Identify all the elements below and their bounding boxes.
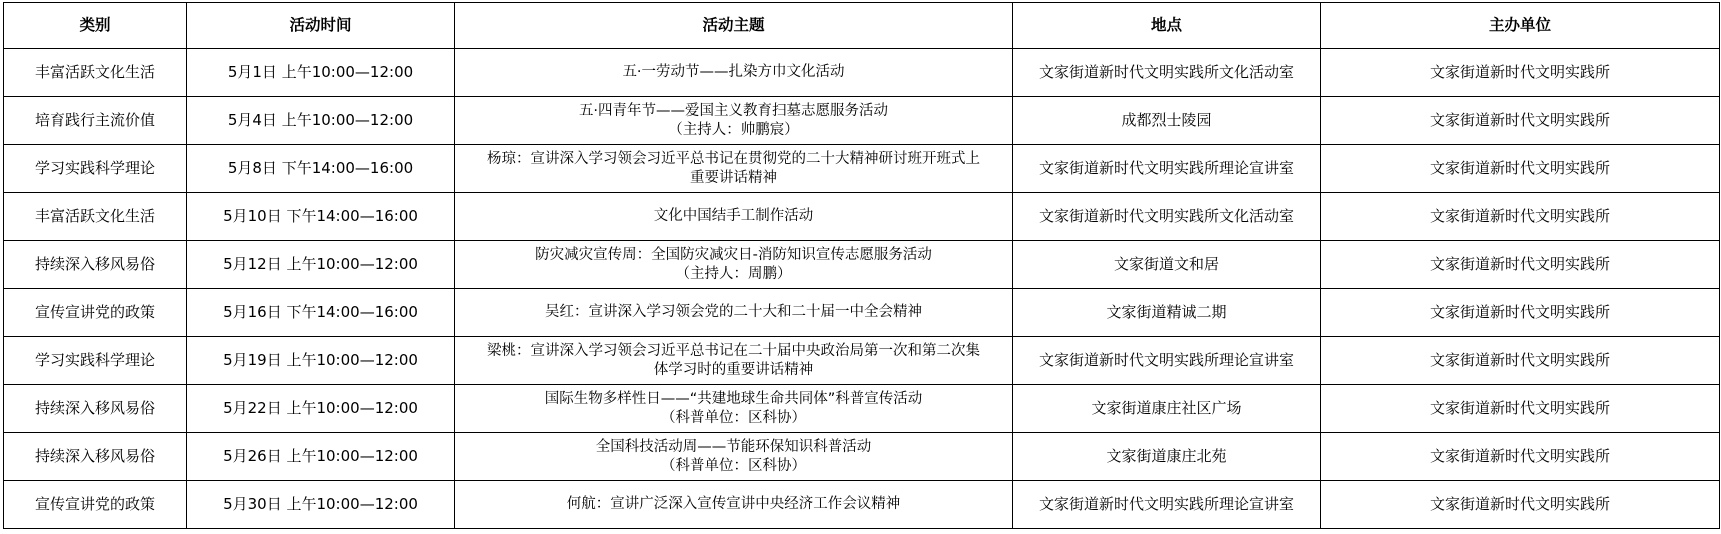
table-body bbox=[4, 49, 1720, 529]
theme-line: 五·四青年节——爱国主义教育扫墓志愿服务活动 bbox=[578, 102, 889, 119]
cell-theme bbox=[455, 49, 1013, 97]
table-row bbox=[4, 337, 1720, 385]
cell-category: 持续深入移风易俗 bbox=[4, 241, 187, 289]
cell-theme bbox=[455, 481, 1013, 529]
cell-location: 文家街道新时代文明实践所理论宣讲室 bbox=[1013, 145, 1321, 193]
cell-theme bbox=[455, 337, 1013, 385]
cell-category: 丰富活跃文化生活 bbox=[4, 193, 187, 241]
cell-location: 文家街道康庄北苑 bbox=[1013, 433, 1321, 481]
theme-line: 体学习时的重要讲话精神 bbox=[653, 361, 814, 378]
header-theme: 活动主题 bbox=[455, 3, 1013, 49]
cell-organizer: 文家街道新时代文明实践所 bbox=[1321, 145, 1720, 193]
cell-location: 成都烈士陵园 bbox=[1013, 97, 1321, 145]
cell-organizer: 文家街道新时代文明实践所 bbox=[1321, 49, 1720, 97]
table-row bbox=[4, 241, 1720, 289]
cell-organizer: 文家街道新时代文明实践所 bbox=[1321, 337, 1720, 385]
cell-time: 5月12日 上午10:00—12:00 bbox=[187, 241, 455, 289]
cell-organizer: 文家街道新时代文明实践所 bbox=[1321, 481, 1720, 529]
cell-organizer: 文家街道新时代文明实践所 bbox=[1321, 433, 1720, 481]
cell-theme bbox=[455, 97, 1013, 145]
cell-theme bbox=[455, 433, 1013, 481]
table-row bbox=[4, 145, 1720, 193]
theme-line: 吴红：宣讲深入学习领会党的二十大和二十届一中全会精神 bbox=[545, 304, 922, 320]
table-row bbox=[4, 193, 1720, 241]
header-category: 类别 bbox=[4, 3, 187, 49]
cell-location: 文家街道新时代文明实践所文化活动室 bbox=[1013, 193, 1321, 241]
theme-line: 防灾减灾宣传周：全国防灾减灾日-消防知识宣传志愿服务活动 bbox=[535, 246, 932, 263]
cell-time: 5月10日 下午14:00—16:00 bbox=[187, 193, 455, 241]
cell-time: 5月22日 上午10:00—12:00 bbox=[187, 385, 455, 433]
cell-organizer: 文家街道新时代文明实践所 bbox=[1321, 97, 1720, 145]
cell-time: 5月8日 下午14:00—16:00 bbox=[187, 145, 455, 193]
cell-time: 5月16日 下午14:00—16:00 bbox=[187, 289, 455, 337]
table-header bbox=[4, 3, 1720, 49]
cell-location: 文家街道康庄社区广场 bbox=[1013, 385, 1321, 433]
theme-line: 梁桃：宣讲深入学习领会习近平总书记在二十届中央政治局第一次和第二次集 bbox=[487, 342, 980, 359]
theme-line: 五·一劳动节——扎染方巾文化活动 bbox=[622, 64, 845, 80]
header-organizer: 主办单位 bbox=[1321, 3, 1720, 49]
theme-line: 杨琼：宣讲深入学习领会习近平总书记在贯彻党的二十大精神研讨班开班式上 bbox=[487, 150, 980, 167]
header-row bbox=[4, 3, 1720, 49]
cell-location: 文家街道新时代文明实践所理论宣讲室 bbox=[1013, 337, 1321, 385]
table-row bbox=[4, 385, 1720, 433]
cell-location: 文家街道精诚二期 bbox=[1013, 289, 1321, 337]
cell-location: 文家街道新时代文明实践所文化活动室 bbox=[1013, 49, 1321, 97]
cell-theme bbox=[455, 241, 1013, 289]
cell-time: 5月1日 上午10:00—12:00 bbox=[187, 49, 455, 97]
cell-location: 文家街道新时代文明实践所理论宣讲室 bbox=[1013, 481, 1321, 529]
cell-time: 5月4日 上午10:00—12:00 bbox=[187, 97, 455, 145]
cell-location: 文家街道文和居 bbox=[1013, 241, 1321, 289]
cell-time: 5月19日 上午10:00—12:00 bbox=[187, 337, 455, 385]
cell-category: 持续深入移风易俗 bbox=[4, 385, 187, 433]
cell-theme bbox=[455, 193, 1013, 241]
theme-line: （主持人：周鹏） bbox=[675, 265, 792, 282]
cell-theme bbox=[455, 385, 1013, 433]
header-location: 地点 bbox=[1013, 3, 1321, 49]
cell-category: 宣传宣讲党的政策 bbox=[4, 481, 187, 529]
cell-organizer: 文家街道新时代文明实践所 bbox=[1321, 193, 1720, 241]
cell-theme bbox=[455, 145, 1013, 193]
cell-organizer: 文家街道新时代文明实践所 bbox=[1321, 385, 1720, 433]
cell-category: 学习实践科学理论 bbox=[4, 337, 187, 385]
cell-category: 宣传宣讲党的政策 bbox=[4, 289, 187, 337]
theme-line: 全国科技活动周——节能环保知识科普活动 bbox=[595, 438, 872, 455]
cell-category: 培育践行主流价值 bbox=[4, 97, 187, 145]
header-time: 活动时间 bbox=[187, 3, 455, 49]
table-row bbox=[4, 97, 1720, 145]
theme-line: （主持人：帅鹏宸） bbox=[668, 121, 799, 138]
cell-category: 学习实践科学理论 bbox=[4, 145, 187, 193]
table-row bbox=[4, 289, 1720, 337]
cell-time: 5月26日 上午10:00—12:00 bbox=[187, 433, 455, 481]
table-row bbox=[4, 481, 1720, 529]
cell-organizer: 文家街道新时代文明实践所 bbox=[1321, 289, 1720, 337]
cell-theme bbox=[455, 289, 1013, 337]
cell-category: 丰富活跃文化生活 bbox=[4, 49, 187, 97]
theme-line: （科普单位：区科协） bbox=[661, 457, 806, 474]
theme-line: 重要讲话精神 bbox=[690, 169, 777, 186]
theme-line: 何航：宣讲广泛深入宣传宣讲中央经济工作会议精神 bbox=[566, 496, 901, 512]
cell-category: 持续深入移风易俗 bbox=[4, 433, 187, 481]
theme-line: （科普单位：区科协） bbox=[661, 409, 806, 426]
cell-time: 5月30日 上午10:00—12:00 bbox=[187, 481, 455, 529]
table-row bbox=[4, 433, 1720, 481]
cell-organizer: 文家街道新时代文明实践所 bbox=[1321, 241, 1720, 289]
activity-schedule-table bbox=[3, 2, 1720, 529]
theme-line: 国际生物多样性日——“共建地球生命共同体”科普宣传活动 bbox=[544, 390, 923, 407]
theme-line: 文化中国结手工制作活动 bbox=[653, 208, 814, 224]
table-row bbox=[4, 49, 1720, 97]
